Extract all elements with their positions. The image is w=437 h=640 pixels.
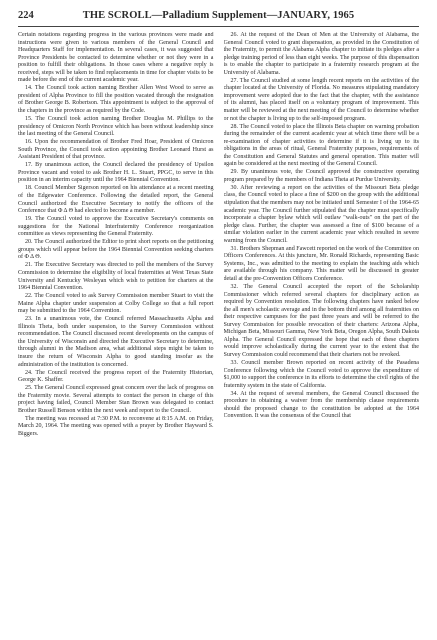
paragraph: 27. The Council studied at some length recent reports on the activities of the chapter located at the University of Florida. No measures stipulating mandatory improvement were adopted due to the fact that the chapter, with the assistance of its alumni, has placed itself on a voluntary program of improvement. This matter will be reviewed at the next meeting of the Council to determine whether or not the chapter is living up to the self-imposed program. xyxy=(223,77,419,122)
paragraph: 20. The Council authorized the Editor to print short reports on the petitioning groups which will appear before the 1964 Biennial Convention seeking charters of Φ Δ Θ. xyxy=(18,239,214,261)
running-title: THE SCROLL—Palladium Supplement—JANUARY, 1965 xyxy=(82,10,355,21)
paragraph: 31. Brothers Shepman and Fawcett reported on the work of the Committee on Officers Conferences. At this juncture, Mr. Ronald Richards, representing Basic Systems, Inc., was admitted to the meeting to explain the teaching aids which are available through his company. This matter will be discussed in greater detail at the pre-Convention Officers Conference. xyxy=(223,245,419,282)
paragraph: 26. At the request of the Dean of Men at the University of Alabama, the General Council voted to grant dispensation, as provided in the Constitution of the Fraternity, to permit the Alabama Alpha chapter to initiate its pledges after a pledge training period of less than eight weeks. The purpose of this dispensation is to enable the chapter to participate in a fraternity research program at the University of Alabama. xyxy=(223,32,419,76)
paragraph: 21. The Executive Secretary was directed to poll the members of the Survey Commission to determine the eligibility of local fraternities at West Texas State University and Kentucky Wesleyan which wish to petition for charters at the 1964 Biennial Convention. xyxy=(18,262,214,292)
paragraph: 23. In a unanimous vote, the Council referred Massachusetts Alpha and Illinois Theta, both under suspension, to the Survey Commission without recommendation. The Council discussed recent developments on the campus of the University of Wisconsin and directed the Executive Secretary to determine, through alumni in the Madison area, what additional steps might be taken to insure the return of Wisconsin Alpha to good standing insofar as the administration of the institution is concerned. xyxy=(18,316,214,368)
paragraph: 30. After reviewing a report on the activities of the Missouri Beta pledge class, the Council voted to place a fine of $200 on the group with the additional stipulation that the members may not be initiated until Semester I of the 1964-65 academic year. The Council further stipulated that the chapter must specifically incorporate a chapter bylaw which will outlaw "walk-outs" on the part of the pledge class. Further, the chapter was assessed a fine of $100 because of a similar violation earlier in the current academic year which resulted in severe warning from the Council. xyxy=(223,184,419,244)
paragraph: The meeting was recessed at 7:30 P.M. to reconvene at 8:15 A.M. on Friday, March 20, 1964. The meeting was opened with a prayer by Brother Hayward S. Biggers. xyxy=(18,415,214,437)
paragraph: 14. The Council took action naming Brother Allen West Wood to serve as president of Alpha Province to fill the position vacated through the resignation of Brother George B. Robertson. This appointment is subject to the approval of the chapters in the province as required by the Code. xyxy=(18,85,214,114)
paragraph: 19. The Council voted to approve the Executive Secretary's comments on suggestions for the National Interfraternity Conference reorganization committee as views representing the General Fraternity. xyxy=(18,216,214,238)
paragraph: 17. By unanimous action, the Council declared the presidency of Upsilon Province vacant and voted to ask Brother H. L. Stuart, PPGC, to serve in this position in an interim capacity until the 1964 Biennial Convention. xyxy=(18,162,214,184)
paragraph: 22. The Council voted to ask Survey Commission member Stuart to visit the Maine Alpha chapter under suspension at Colby College so that a full report may be submitted to the 1964 Convention. xyxy=(18,293,214,315)
page-number: 224 xyxy=(18,10,34,21)
paragraph: 32. The General Council accepted the report of the Scholarship Commissioner which referred several chapters for disciplinary action as required by Convention resolution. The following chapters have ranked below the all men's scholastic average and in the bottom third among all fraternities on their respective campuses for the past three years and will be referred to the Survey Commission for possible revocation of their charters: Arizona Alpha, Michigan Beta, Missouri Gamma, New York Beta, Oregon Alpha, South Dakota Alpha. The General Council expressed the hope that each of these chapters would improve scholastically during the current year to the extent that the Survey Commission could recommend that their charters not be revoked. xyxy=(223,284,419,358)
paragraph: 28. The Council voted to place the Illinois Beta chapter on warning probation during the remainder of the current academic year at which time there will be a re-examination of chapter activities to determine if it is living up to its obligations in the areas of ritual, General Fraternity purposes, requirements of the Constitution and General Statutes and general operation. This matter will again be considered at the next meeting of the General Council. xyxy=(223,123,419,168)
paragraph: 15. The Council took action naming Brother Douglas M. Phillips to the presidency of Omicron North Province which has been without leadership since the last meeting of the General Council. xyxy=(18,116,214,138)
paragraph: 34. At the request of several members, the General Council discussed the procedure in obtaining a waiver from the membership clause requirements should the proposed change to the constitution be adopted at the 1964 Convention. It was the consensus of the Council that xyxy=(223,390,419,420)
page-header xyxy=(18,10,419,27)
left-column xyxy=(18,32,214,632)
right-column xyxy=(224,32,420,632)
paragraph: 33. Council member Brown reported on recent activity of the Pasadena Conference following which the Council voted to approve the expenditure of $1,000 to support the conference in its efforts to determine the civil rights of the fraternity system in the state of California. xyxy=(223,360,419,389)
paragraph: Certain notations regarding progress in the various provinces were made and instructions were given to various members of the General Council and Headquarters Staff for implementation. In several cases, it was suggested that Province Presidents be contacted to determine whether or not they were in a position to fulfill their obligations. In those cases where a negative reply is received, steps will be taken to find replacements in time for chapter visits to be made before the end of the current academic year. xyxy=(18,32,214,84)
paragraph: 18. Council Member Sigerson reported on his attendance at a recent meeting of the Edgewater Conference. Following the detailed report, the General Council authorized the Executive Secretary to notify the officers of the Conference that Φ Δ Θ had elected to become a member. xyxy=(18,185,214,215)
two-column-body xyxy=(18,32,419,632)
paragraph: 16. Upon the recommendation of Brother Fred Hoar, President of Omicron South Province, the Council took action appointing Brother Leonard Hurst as Assistant President of that province. xyxy=(18,139,214,161)
paragraph: 25. The General Council expressed great concern over the lack of progress on the Fraternity movie. Several attempts to contact the person in charge of this project having failed, Council Member Stan Brown was delegated to contact Brother Russell Benson within the next week and report to the Council. xyxy=(18,385,214,414)
paragraph: 29. By unanimous vote, the Council approved the constructive operating program prepared by the members of Indiana Theta at Purdue University. xyxy=(223,169,419,183)
paragraph: 24. The Council received the progress report of the Fraternity Historian, George K. Shaffer. xyxy=(18,369,214,384)
